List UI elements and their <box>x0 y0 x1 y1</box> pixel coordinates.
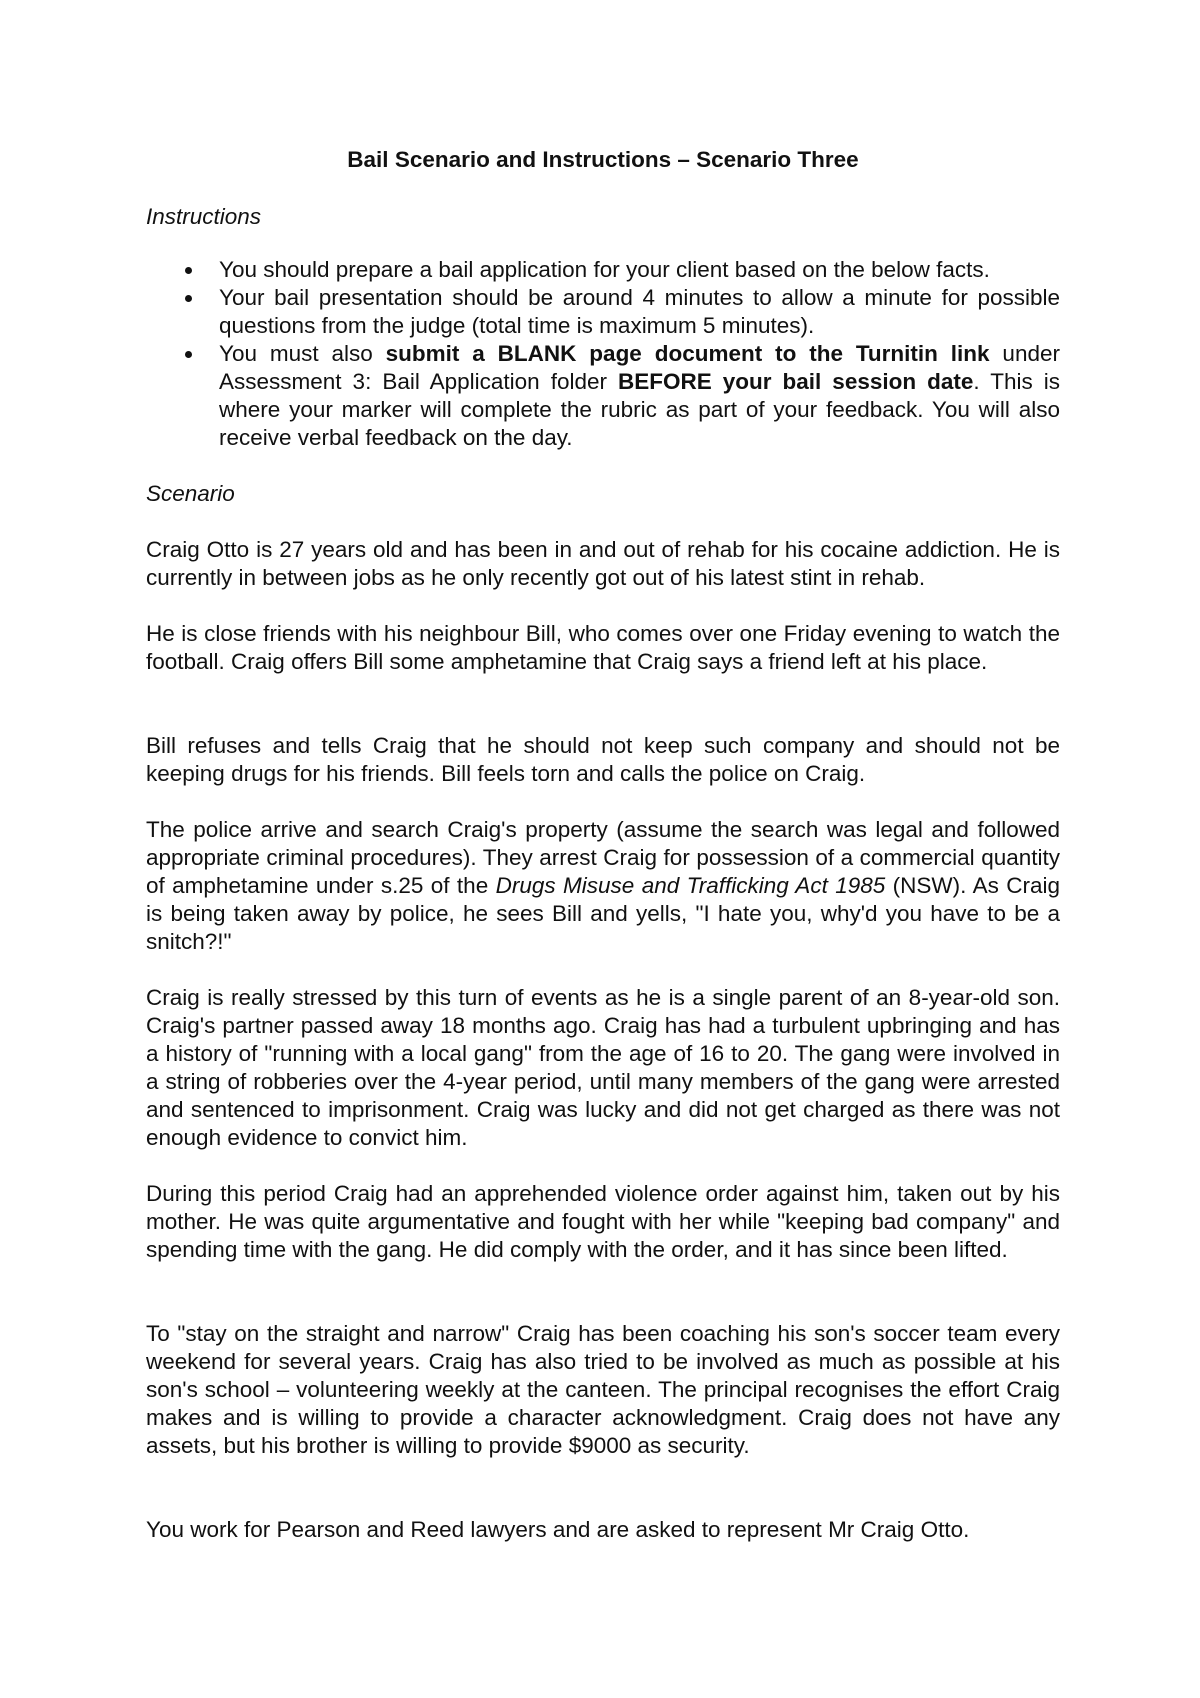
instruction-emphasis: submit a BLANK page document to the Turnitin link <box>385 341 990 366</box>
scenario-paragraph: Craig is really stressed by this turn of events as he is a single parent of an 8-year-old son. Craig's partner passed away 18 months ago. Craig has had a turbulent upbringing and has a history of "running with a local gang" from the age of 16 to 20. The gang were involved in a string of robberies over the 4-year period, until many members of the gang were arrested and sentenced to imprisonment. Craig was lucky and did not get charged as there was not enough evidence to convict him. <box>146 985 1060 1150</box>
paragraph-text: The police arrive and search Craig's property (assume the search was legal and followed appropriate criminal procedures). They arrest Craig for possession of a commercial quantity of amphetamine under s.25 of the <box>146 817 1060 898</box>
instruction-item <box>146 256 1060 284</box>
scenario-heading: Scenario <box>146 481 235 506</box>
scenario-paragraph: Bill refuses and tells Craig that he should not keep such company and should not be keeping drugs for his friends. Bill feels torn and calls the police on Craig. <box>146 733 1060 786</box>
instruction-text-part: You must also <box>219 341 386 366</box>
scenario-paragraph: He is close friends with his neighbour Bill, who comes over one Friday evening to watch the football. Craig offers Bill some amphetamine that Craig says a friend left at his place. <box>146 621 1060 674</box>
instruction-text: You should prepare a bail application for your client based on the below facts. <box>219 257 990 282</box>
instruction-emphasis: BEFORE your bail session date <box>618 369 974 394</box>
scenario-paragraph <box>146 816 1060 956</box>
scenario-paragraph: Craig Otto is 27 years old and has been in and out of rehab for his cocaine addiction. He is currently in between jobs as he only recently got out of his latest stint in rehab. <box>146 537 1060 590</box>
scenario-paragraph: You work for Pearson and Reed lawyers and are asked to represent Mr Craig Otto. <box>146 1517 970 1542</box>
instruction-text-part: . This is where your marker will complete the rubric as part of your feedback. You will also receive verbal feedback on the day. <box>219 369 1060 450</box>
instructions-heading: Instructions <box>146 204 262 229</box>
bullet-icon <box>185 351 192 358</box>
document-title: Bail Scenario and Instructions – Scenario Three <box>347 147 859 172</box>
instruction-text-part: under Assessment 3: Bail Application folder <box>219 341 1060 394</box>
bullet-icon <box>185 295 192 302</box>
paragraph-text: (NSW). As Craig is being taken away by police, he sees Bill and yells, "I hate you, why'd you have to be a snitch?!" <box>146 873 1060 954</box>
instruction-text: Your bail presentation should be around 4 minutes to allow a minute for possible questions from the judge (total time is maximum 5 minutes). <box>219 285 1060 338</box>
instruction-item <box>146 340 1060 452</box>
scenario-paragraph: To "stay on the straight and narrow" Craig has been coaching his son's soccer team every weekend for several years. Craig has also tried to be involved as much as possible at his son's school – volunteering weekly at the canteen. The principal recognises the effort Craig makes and is willing to provide a character acknowledgment. Craig does not have any assets, but his brother is willing to provide $9000 as security. <box>146 1321 1060 1458</box>
scenario-paragraph: During this period Craig had an apprehended violence order against him, taken out by his mother. He was quite argumentative and fought with her while "keeping bad company" and spending time with the gang. He did comply with the order, and it has since been lifted. <box>146 1181 1060 1262</box>
instructions-list <box>146 256 1060 452</box>
instruction-item <box>146 284 1060 340</box>
bullet-icon <box>185 267 192 274</box>
legislation-title: Drugs Misuse and Trafficking Act 1985 <box>495 873 886 898</box>
